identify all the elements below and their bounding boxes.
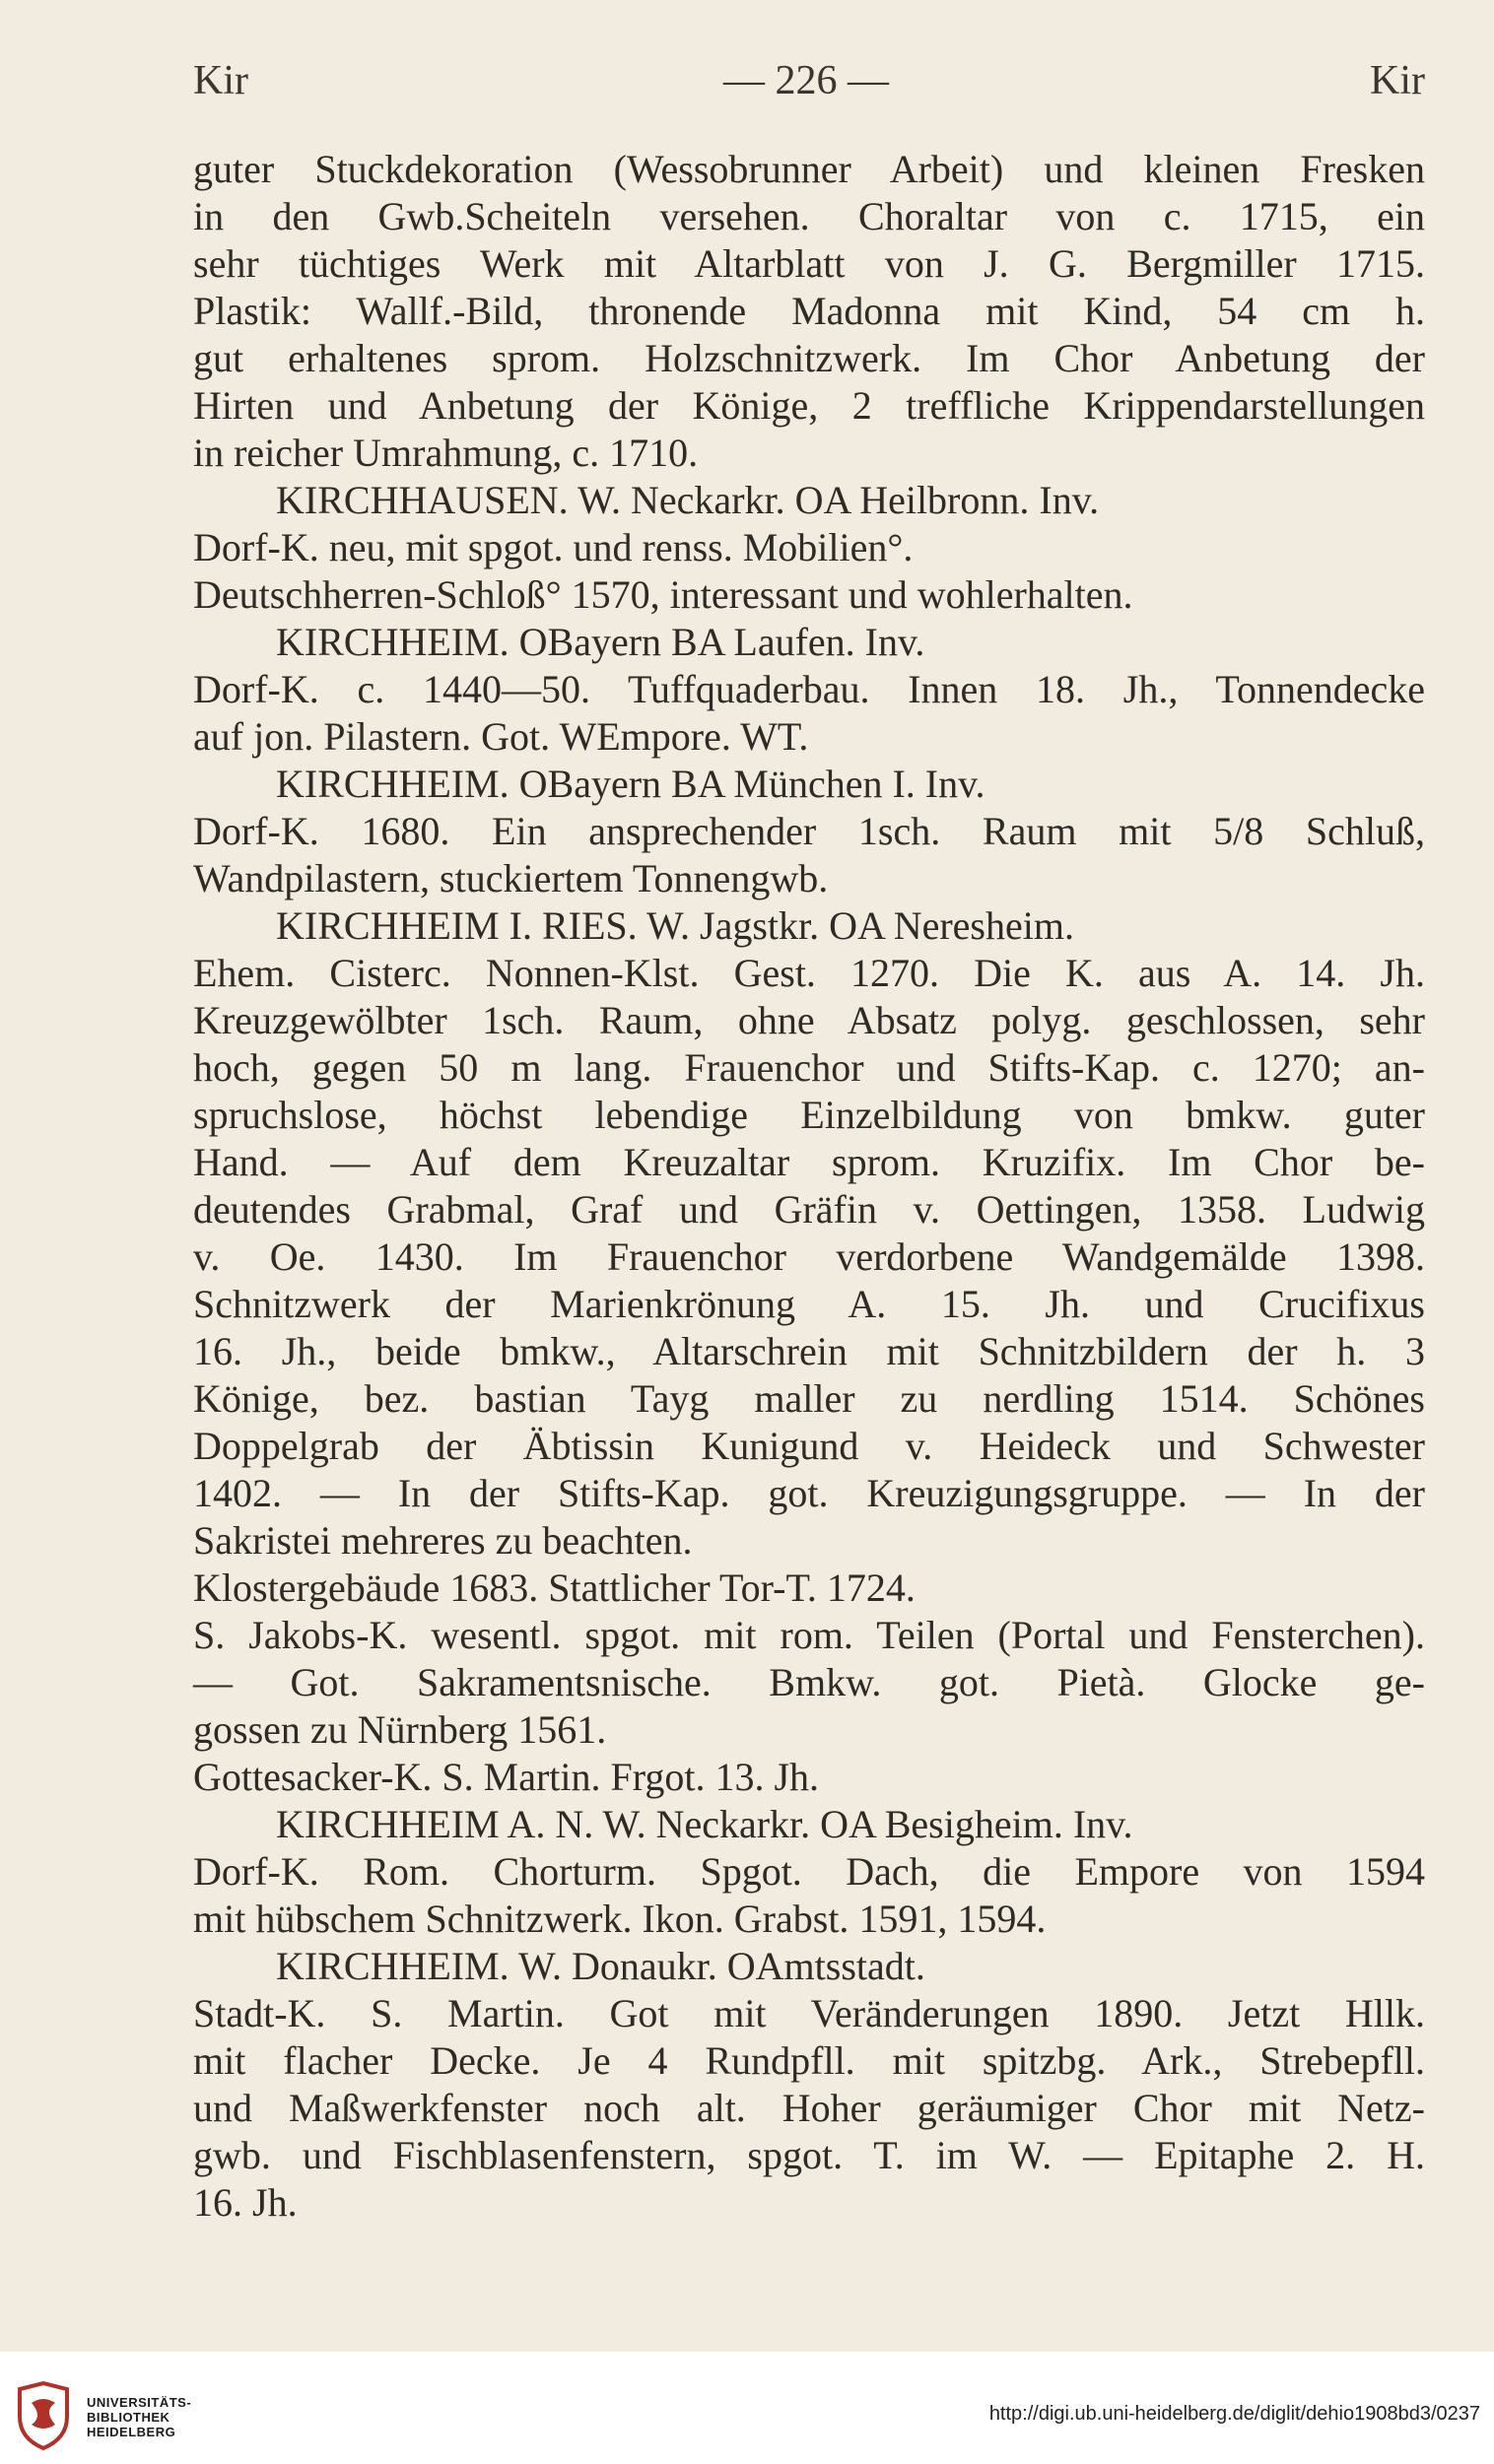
text-line: 1402. — In der Stifts-Kap. got. Kreuzigungsgruppe. — In der [193, 1471, 1425, 1515]
text-line: in den Gwb.Scheiteln versehen. Choraltar von c. 1715, ein [193, 194, 1425, 238]
entry-heading: KIRCHHEIM. W. Donaukr. OAmtsstadt. [276, 1944, 925, 1988]
text-line: gossen zu Nürnberg 1561. [193, 1707, 607, 1752]
entry-heading: KIRCHHEIM. OBayern BA Laufen. Inv. [276, 620, 925, 664]
logo-line: BIBLIOTHEK [87, 2410, 170, 2425]
text-line: Klostergebäude 1683. Stattlicher Tor-T. 1724. [193, 1565, 916, 1610]
text-line: Wandpilastern, stuckiertem Tonnengwb. [193, 856, 829, 900]
text-line: Kreuzgewölbter 1sch. Raum, ohne Absatz polyg. geschlossen, sehr [193, 998, 1425, 1042]
text-line: deutendes Grabmal, Graf und Gräfin v. Oettingen, 1358. Ludwig [193, 1187, 1425, 1232]
source-url-link[interactable]: http://digi.ub.uni-heidelberg.de/diglit/dehio1908bd3/0237 [988, 2403, 1480, 2425]
library-crest-icon [14, 2381, 73, 2450]
text-line: S. Jakobs-K. wesentl. spgot. mit rom. Teilen (Portal und Fensterchen). [193, 1613, 1425, 1657]
text-line: Ehem. Cisterc. Nonnen-Klst. Gest. 1270. Die K. aus A. 14. Jh. [193, 951, 1425, 995]
library-name [87, 2395, 191, 2439]
text-line: Dorf-K. 1680. Ein ansprechender 1sch. Raum mit 5/8 Schluß, [193, 809, 1425, 853]
running-head-left: Kir [193, 58, 248, 103]
text-line: und Maßwerkfenster noch alt. Hoher geräumiger Chor mit Netz- [193, 2086, 1425, 2130]
entry-heading: KIRCHHEIM. OBayern BA München I. Inv. [276, 762, 985, 806]
text-line: in reicher Umrahmung, c. 1710. [193, 431, 699, 475]
text-line: guter Stuckdekoration (Wessobrunner Arbeit) und kleinen Fresken [193, 147, 1425, 191]
text-line: Dorf-K. neu, mit spgot. und renss. Mobilien°. [193, 525, 914, 569]
text-line: mit hübschem Schnitzwerk. Ikon. Grabst. 1591, 1594. [193, 1897, 1047, 1941]
text-line: Deutschherren-Schloß° 1570, interessant und wohlerhalten. [193, 572, 1133, 617]
entry-heading: KIRCHHAUSEN. W. Neckarkr. OA Heilbronn. Inv. [276, 478, 1100, 522]
footer-bar [0, 2352, 1494, 2464]
text-line: Sakristei mehreres zu beachten. [193, 1518, 693, 1563]
text-line: auf jon. Pilastern. Got. WEmpore. WT. [193, 714, 809, 759]
text-line: Hand. — Auf dem Kreuzaltar sprom. Kruzifix. Im Chor be- [193, 1140, 1425, 1184]
text-line: Schnitzwerk der Marienkrönung A. 15. Jh. und Crucifixus [193, 1282, 1425, 1326]
text-line: Plastik: Wallf.-Bild, thronende Madonna mit Kind, 54 cm h. [193, 289, 1425, 333]
entry-heading: KIRCHHEIM A. N. W. Neckarkr. OA Besigheim. Inv. [276, 1802, 1133, 1846]
logo-line: UNIVERSITÄTS- [87, 2395, 192, 2410]
page-number: — 226 — [723, 58, 889, 103]
text-line: hoch, gegen 50 m lang. Frauenchor und Stifts-Kap. c. 1270; an- [193, 1045, 1425, 1090]
text-line: mit flacher Decke. Je 4 Rundpfll. mit spitzbg. Ark., Strebepfll. [193, 2038, 1425, 2083]
text-line: Stadt-K. S. Martin. Got mit Veränderungen 1890. Jetzt Hllk. [193, 1991, 1425, 2035]
text-line: 16. Jh., beide bmkw., Altarschrein mit Schnitzbildern der h. 3 [193, 1329, 1425, 1373]
text-line: gwb. und Fischblasenfenstern, spgot. T. im W. — Epitaphe 2. H. [193, 2133, 1425, 2177]
text-line: Dorf-K. c. 1440—50. Tuffquaderbau. Innen 18. Jh., Tonnendecke [193, 667, 1425, 711]
text-line: spruchslose, höchst lebendige Einzelbildung von bmkw. guter [193, 1093, 1425, 1137]
text-line: Hirten und Anbetung der Könige, 2 treffliche Krippendarstellungen [193, 383, 1425, 428]
running-head-right: Kir [1370, 58, 1425, 103]
text-line: — Got. Sakramentsnische. Bmkw. got. Pietà. Glocke ge- [193, 1660, 1425, 1704]
entry-heading: KIRCHHEIM I. RIES. W. Jagstkr. OA Neresheim. [276, 903, 1074, 948]
text-line: Gottesacker-K. S. Martin. Frgot. 13. Jh. [193, 1755, 820, 1799]
text-line: v. Oe. 1430. Im Frauenchor verdorbene Wandgemälde 1398. [193, 1234, 1425, 1279]
running-head [0, 57, 1494, 112]
text-line: sehr tüchtiges Werk mit Altarblatt von J. G. Bergmiller 1715. [193, 241, 1425, 286]
logo-line: HEIDELBERG [87, 2425, 176, 2439]
text-line: gut erhaltenes sprom. Holzschnitzwerk. Im Chor Anbetung der [193, 336, 1425, 380]
body-text [193, 146, 1425, 2227]
text-line: Könige, bez. bastian Tayg maller zu nerdling 1514. Schönes [193, 1376, 1425, 1421]
text-line: Dorf-K. Rom. Chorturm. Spgot. Dach, die Empore von 1594 [193, 1849, 1425, 1894]
library-logo[interactable] [14, 2381, 191, 2450]
text-line: 16. Jh. [193, 2180, 298, 2225]
text-line: Doppelgrab der Äbtissin Kunigund v. Heideck und Schwester [193, 1424, 1425, 1468]
